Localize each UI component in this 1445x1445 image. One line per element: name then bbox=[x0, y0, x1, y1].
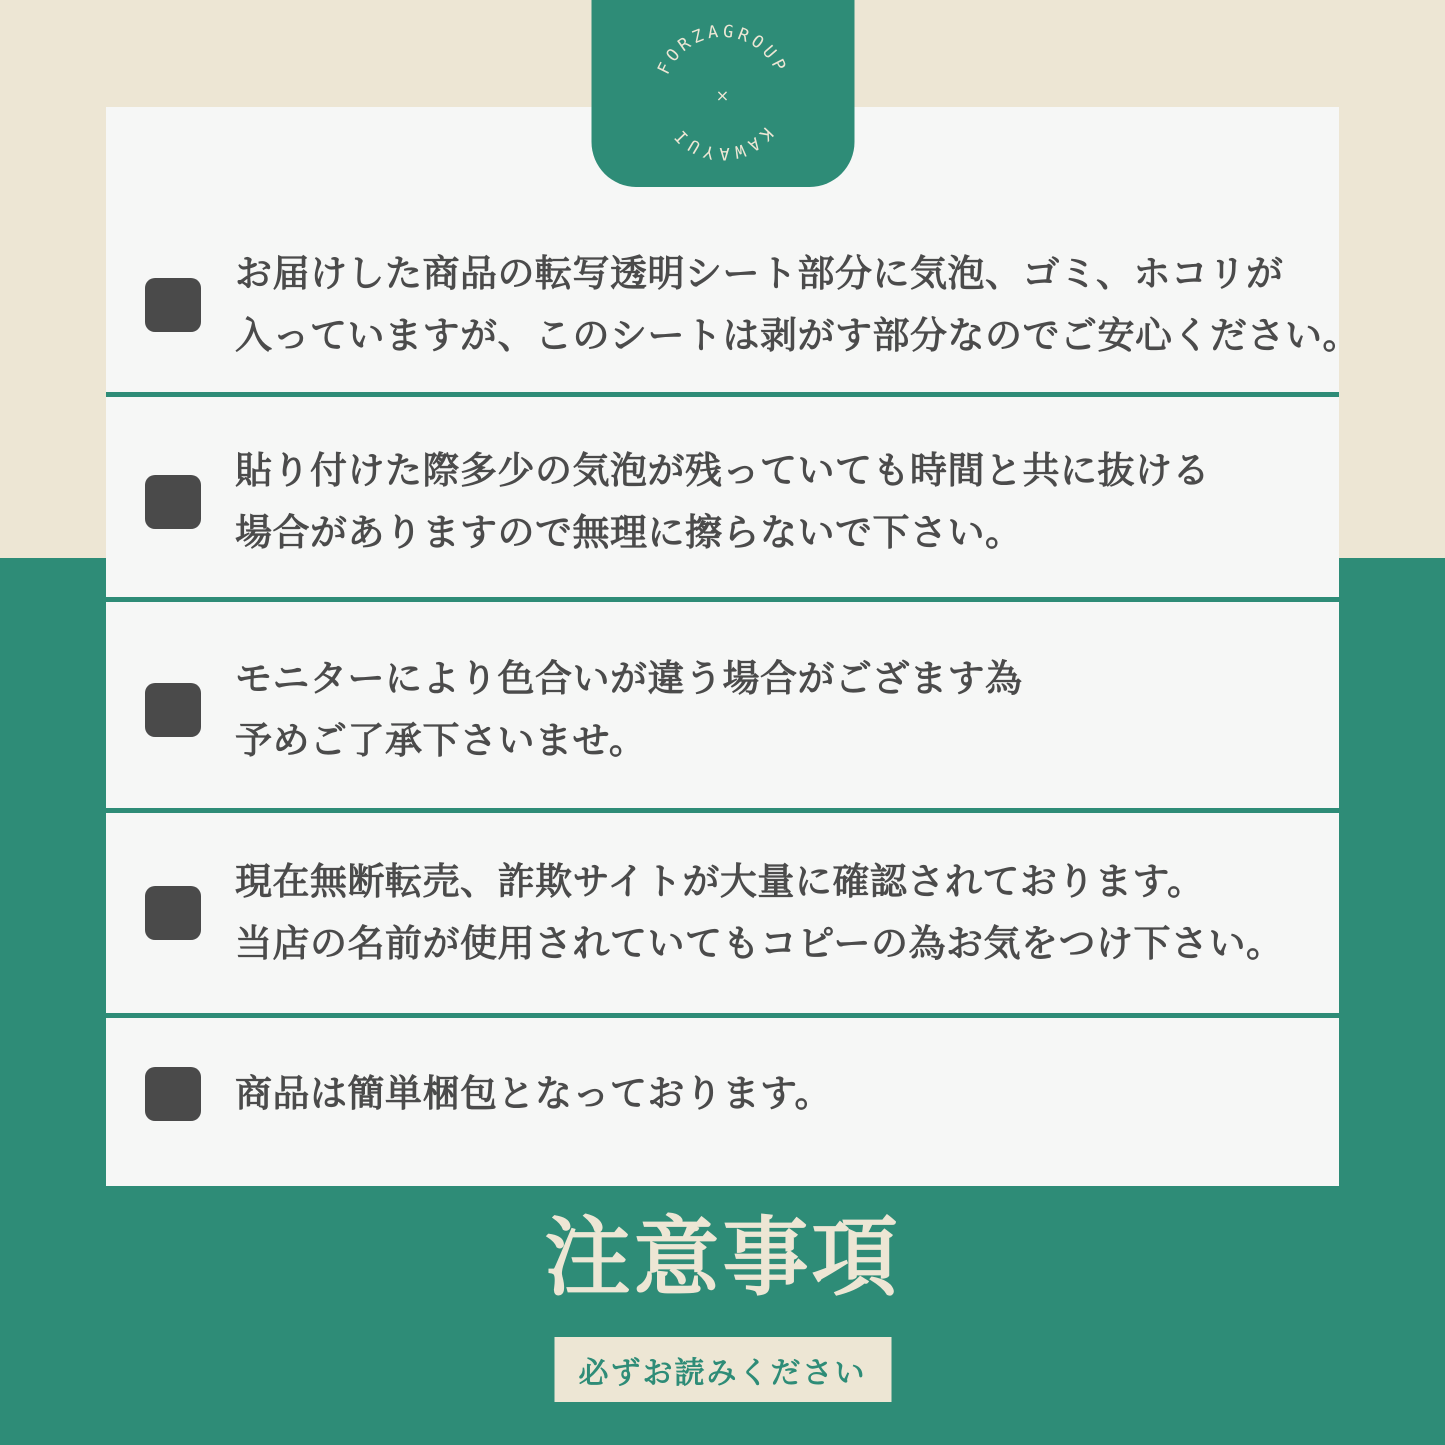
must-read-badge bbox=[554, 1337, 891, 1402]
logo-text-bottom: KAWAYUI bbox=[667, 123, 777, 163]
svg-text:KAWAYUI bbox=[668, 123, 776, 163]
notice-5-line-1: 商品は簡単梱包となっております。 bbox=[235, 1073, 833, 1114]
checkbox-icon bbox=[145, 683, 201, 737]
notice-panel bbox=[106, 107, 1360, 1186]
notice-4-line-1: 現在無断転売、詐欺サイトが大量に確認されております。 bbox=[235, 861, 1205, 902]
logo-x-separator: × bbox=[715, 86, 729, 105]
notice-4-line-2: 当店の名前が使用されていてもコピーの為お気をつけ下さい。 bbox=[235, 923, 1284, 964]
must-read-badge-label: 必ずお読みください bbox=[578, 1356, 867, 1390]
notice-text-4 bbox=[235, 851, 1284, 975]
checkbox-icon bbox=[145, 475, 201, 529]
logo-text-top: FORZAGROUP bbox=[653, 21, 791, 78]
brand-logo-icon bbox=[591, 0, 854, 187]
notice-text-2 bbox=[235, 440, 1210, 564]
brand-logo-tab bbox=[591, 0, 854, 187]
svg-text:FORZAGROUP bbox=[653, 22, 790, 78]
notice-text-1 bbox=[235, 243, 1360, 367]
checkbox-icon bbox=[145, 1067, 201, 1121]
checkbox-icon bbox=[145, 886, 201, 940]
notice-2-line-1: 貼り付けた際多少の気泡が残っていても時間と共に抜ける bbox=[235, 450, 1210, 491]
page-title: 注意事項 bbox=[544, 1210, 901, 1306]
notice-row-5 bbox=[106, 1018, 1339, 1186]
notice-row-4 bbox=[106, 813, 1339, 1013]
notice-row-2 bbox=[106, 397, 1339, 597]
notice-1-line-1: お届けした商品の転写透明シート部分に気泡、ゴミ、ホコリが bbox=[235, 253, 1284, 294]
notice-text-5 bbox=[235, 1063, 832, 1125]
notice-3-line-2: 予めご了承下さいませ。 bbox=[235, 720, 647, 761]
notice-row-3 bbox=[106, 602, 1339, 808]
notice-2-line-2: 場合がありますので無理に擦らないで下さい。 bbox=[235, 512, 1023, 553]
checkbox-icon bbox=[145, 278, 201, 332]
notice-text-3 bbox=[235, 648, 1023, 772]
notice-3-line-1: モニターにより色合いが違う場合がござます為 bbox=[235, 658, 1023, 699]
notice-1-line-2: 入っていますが、このシートは剥がす部分なのでご安心ください。 bbox=[235, 315, 1360, 356]
